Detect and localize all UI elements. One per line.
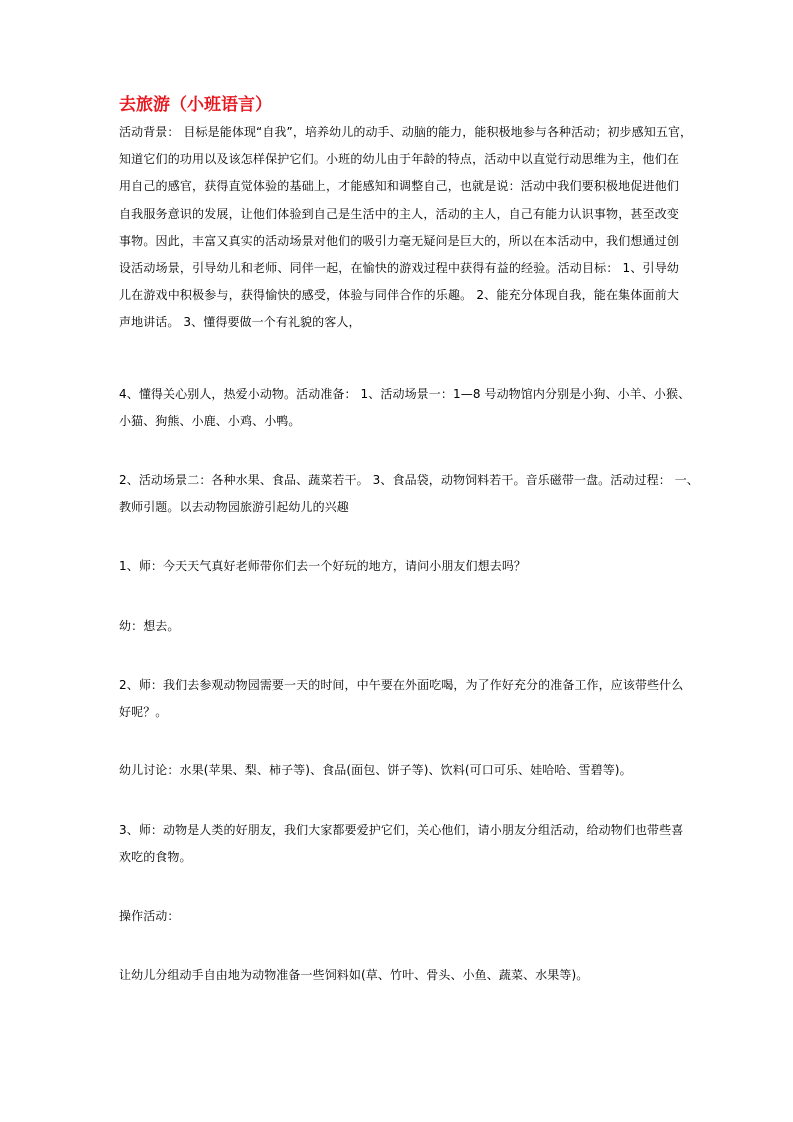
paragraph-operation-activity <box>119 962 679 989</box>
text-line: 活动背景： 目标是能体现“自我”，培养幼儿的动手、动脑的能力，能积极地参与各种活动；初步感知五官， <box>119 125 693 139</box>
paragraph-preparation <box>119 381 691 435</box>
paragraph-process <box>119 467 699 521</box>
text-line: 用自己的感官，获得直觉体验的基础上，才能感知和调整自己，也就是说：活动中我们要积极地促进他们 <box>119 179 679 194</box>
paragraph-teacher-question-2 <box>119 672 684 726</box>
text-line: 好呢？。 <box>119 705 168 720</box>
text-line: 事物。因此，丰富又真实的活动场景对他们的吸引力毫无疑问是巨大的，所以在本活动中，我们想通过创 <box>119 233 679 248</box>
text-line: 让幼儿分组动手自由地为动物准备一些饲料如(草、竹叶、骨头、小鱼、蔬菜、水果等)。 <box>119 968 589 982</box>
text-line: 自我服务意识的发展，让他们体验到自己是生活中的主人，活动的主人，自己有能力认识事物，甚至改变 <box>119 206 679 221</box>
text-line: 声地讲话。 3、懂得要做一个有礼貌的客人， <box>119 315 361 330</box>
text-line: 儿在游戏中积极参与，获得愉快的感受，体验与同伴合作的乐趣。 2、能充分体现自我，能在集体面前大 <box>119 288 679 303</box>
text-line: 设活动场景，引导幼儿和老师、同伴一起，在愉快的游戏过程中获得有益的经验。活动目标： 1、引导幼 <box>119 260 679 275</box>
text-line: 3、师：动物是人类的好朋友，我们大家都要爱护它们，关心他们，请小朋友分组活动，给动物们也带些喜 <box>119 823 684 837</box>
text-line: 欢吃的食物。 <box>119 850 192 865</box>
paragraph-teacher-question-1 <box>119 553 679 580</box>
paragraph-operation-heading <box>119 903 679 930</box>
text-line: 操作活动： <box>119 909 180 923</box>
text-line: 幼儿讨论：水果(苹果、梨、柿子等)、食品(面包、饼子等)、饮料(可口可乐、娃哈哈、雪碧等)。 <box>119 763 632 777</box>
text-line: 教师引题。以去动物园旅游引起幼儿的兴趣 <box>119 500 349 515</box>
paragraph-child-answer <box>119 613 679 640</box>
text-line: 2、活动场景二：各种水果、食品、蔬菜若干。 3、食品袋，动物饲料若干。音乐磁带一盘。活动过程： 一、 <box>119 473 699 487</box>
paragraph-teacher-question-3 <box>119 817 684 871</box>
text-line: 知道它们的功用以及该怎样保护它们。小班的幼儿由于年龄的特点，活动中以直觉行动思维为主，他们在 <box>119 152 679 167</box>
document-title: 去旅游（小班语言） <box>119 95 272 115</box>
paragraph-child-discussion <box>119 757 679 784</box>
text-line: 小猫、狗熊、小鹿、小鸡、小鸭。 <box>119 414 301 429</box>
text-line: 幼：想去。 <box>119 619 180 633</box>
text-line: 1、师：今天天气真好老师带你们去一个好玩的地方，请问小朋友们想去吗？ <box>119 559 527 573</box>
paragraph-background <box>119 119 693 337</box>
text-line: 4、懂得关心别人，热爱小动物。活动准备： 1、活动场景一：1—8 号动物馆内分别是小狗、小羊、小猴、 <box>119 387 691 401</box>
text-line: 2、师：我们去参观动物园需要一天的时间，中午要在外面吃喝，为了作好充分的准备工作，应该带些什么 <box>119 678 684 692</box>
